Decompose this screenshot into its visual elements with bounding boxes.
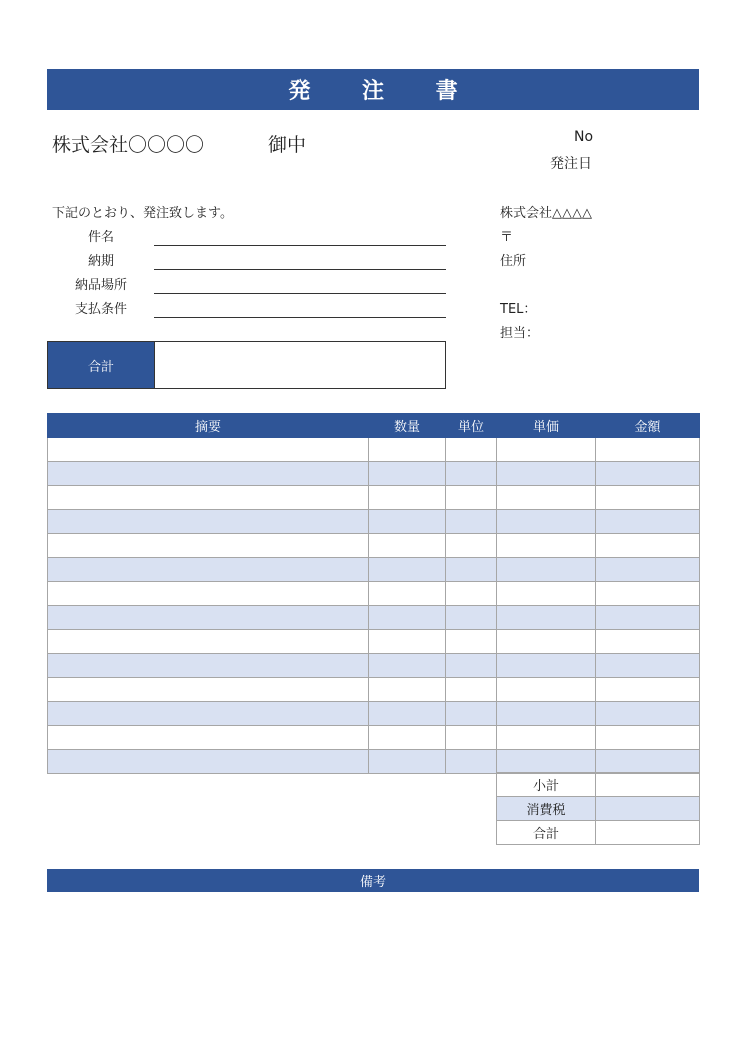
cell-quantity[interactable]: [369, 702, 446, 726]
header-amount: 金額: [596, 414, 700, 438]
cell-description[interactable]: [48, 438, 369, 462]
summary-table: [496, 772, 700, 845]
cell-description[interactable]: [48, 462, 369, 486]
order-number-label: No: [574, 129, 594, 145]
field-input-delivery-place[interactable]: [154, 293, 446, 294]
total-amount-box: [47, 341, 446, 389]
cell-description[interactable]: [48, 534, 369, 558]
cell-unit-price[interactable]: [497, 438, 596, 462]
header-description: 摘要: [48, 414, 369, 438]
cell-quantity[interactable]: [369, 438, 446, 462]
cell-unit[interactable]: [446, 510, 497, 534]
sender-company: 株式会社△△△△: [500, 206, 592, 221]
remarks-area[interactable]: [47, 892, 699, 1012]
cell-amount[interactable]: [596, 438, 700, 462]
cell-amount[interactable]: [596, 678, 700, 702]
cell-quantity[interactable]: [369, 534, 446, 558]
remarks-header: 備考: [47, 869, 699, 892]
total-amount-value[interactable]: [155, 342, 445, 388]
tax-label: 消費税: [497, 797, 596, 821]
grand-total-label: 合計: [497, 821, 596, 845]
cell-unit-price[interactable]: [497, 582, 596, 606]
cell-quantity[interactable]: [369, 654, 446, 678]
cell-description[interactable]: [48, 582, 369, 606]
grand-total-value[interactable]: [596, 821, 700, 845]
table-row: [48, 726, 700, 750]
header-unit-price: 単価: [497, 414, 596, 438]
field-input-payment-terms[interactable]: [154, 317, 446, 318]
cell-amount[interactable]: [596, 582, 700, 606]
cell-amount[interactable]: [596, 702, 700, 726]
cell-unit[interactable]: [446, 558, 497, 582]
cell-unit[interactable]: [446, 726, 497, 750]
cell-unit[interactable]: [446, 582, 497, 606]
cell-unit-price[interactable]: [497, 630, 596, 654]
cell-amount[interactable]: [596, 558, 700, 582]
recipient-company: 株式会社〇〇〇〇: [52, 134, 205, 156]
table-row: [48, 702, 700, 726]
header-quantity: 数量: [369, 414, 446, 438]
cell-description[interactable]: [48, 750, 369, 774]
table-row: [48, 510, 700, 534]
field-input-subject[interactable]: [154, 245, 446, 246]
cell-unit-price[interactable]: [497, 558, 596, 582]
sender-contact: 担当：: [500, 326, 540, 341]
cell-quantity[interactable]: [369, 750, 446, 774]
cell-quantity[interactable]: [369, 462, 446, 486]
cell-unit[interactable]: [446, 438, 497, 462]
field-label-payment-terms: 支払条件: [74, 302, 127, 317]
cell-quantity[interactable]: [369, 558, 446, 582]
items-header-row: [48, 414, 700, 438]
table-row: [48, 630, 700, 654]
cell-description[interactable]: [48, 558, 369, 582]
cell-quantity[interactable]: [369, 510, 446, 534]
recipient-honorific: 御中: [268, 134, 307, 156]
cell-amount[interactable]: [596, 654, 700, 678]
cell-amount[interactable]: [596, 534, 700, 558]
cell-unit-price[interactable]: [497, 654, 596, 678]
table-row: [48, 750, 700, 774]
cell-description[interactable]: [48, 654, 369, 678]
cell-amount[interactable]: [596, 486, 700, 510]
table-row: [48, 558, 700, 582]
cell-quantity[interactable]: [369, 606, 446, 630]
cell-quantity[interactable]: [369, 582, 446, 606]
cell-quantity[interactable]: [369, 630, 446, 654]
summary-row-total: [497, 821, 700, 845]
cell-amount[interactable]: [596, 750, 700, 774]
cell-unit[interactable]: [446, 486, 497, 510]
table-row: [48, 582, 700, 606]
table-row: [48, 606, 700, 630]
cell-amount[interactable]: [596, 510, 700, 534]
cell-unit-price[interactable]: [497, 750, 596, 774]
table-row: [48, 534, 700, 558]
cell-unit[interactable]: [446, 654, 497, 678]
sender-address: 住所: [500, 254, 527, 269]
cell-quantity[interactable]: [369, 678, 446, 702]
table-row: [48, 678, 700, 702]
cell-description[interactable]: [48, 678, 369, 702]
cell-description[interactable]: [48, 630, 369, 654]
field-label-subject: 件名: [87, 230, 114, 245]
cell-amount[interactable]: [596, 606, 700, 630]
cell-amount[interactable]: [596, 630, 700, 654]
cell-quantity[interactable]: [369, 486, 446, 510]
cell-unit-price[interactable]: [497, 678, 596, 702]
cell-amount[interactable]: [596, 726, 700, 750]
cell-unit-price[interactable]: [497, 462, 596, 486]
field-label-delivery-place: 納品場所: [74, 278, 127, 293]
header-unit: 単位: [446, 414, 497, 438]
table-row: [48, 438, 700, 462]
cell-description[interactable]: [48, 606, 369, 630]
total-amount-label: 合計: [48, 342, 155, 388]
summary-row-subtotal: [497, 773, 700, 797]
order-date-label: 発注日: [550, 156, 592, 172]
cell-unit[interactable]: [446, 534, 497, 558]
cell-unit-price[interactable]: [497, 726, 596, 750]
cell-unit[interactable]: [446, 606, 497, 630]
intro-text: 下記のとおり、発注致します。: [52, 206, 233, 221]
table-row: [48, 462, 700, 486]
subtotal-value[interactable]: [596, 773, 700, 797]
cell-unit[interactable]: [446, 678, 497, 702]
cell-amount[interactable]: [596, 462, 700, 486]
items-table: [47, 413, 700, 774]
cell-unit-price[interactable]: [497, 606, 596, 630]
cell-unit-price[interactable]: [497, 534, 596, 558]
cell-unit-price[interactable]: [497, 702, 596, 726]
table-row: [48, 486, 700, 510]
tax-value[interactable]: [596, 797, 700, 821]
table-row: [48, 654, 700, 678]
cell-unit[interactable]: [446, 750, 497, 774]
sender-tel: TEL：: [500, 302, 537, 317]
cell-description[interactable]: [48, 726, 369, 750]
cell-description[interactable]: [48, 510, 369, 534]
subtotal-label: 小計: [497, 773, 596, 797]
summary-row-tax: [497, 797, 700, 821]
field-label-deadline: 納期: [87, 254, 114, 269]
cell-description[interactable]: [48, 702, 369, 726]
cell-description[interactable]: [48, 486, 369, 510]
cell-unit-price[interactable]: [497, 510, 596, 534]
cell-unit[interactable]: [446, 462, 497, 486]
cell-quantity[interactable]: [369, 726, 446, 750]
sender-postal: 〒: [500, 230, 514, 245]
cell-unit-price[interactable]: [497, 486, 596, 510]
document-title: 発 注 書: [47, 69, 699, 110]
cell-unit[interactable]: [446, 630, 497, 654]
field-input-deadline[interactable]: [154, 269, 446, 270]
items-body: [48, 438, 700, 774]
cell-unit[interactable]: [446, 702, 497, 726]
